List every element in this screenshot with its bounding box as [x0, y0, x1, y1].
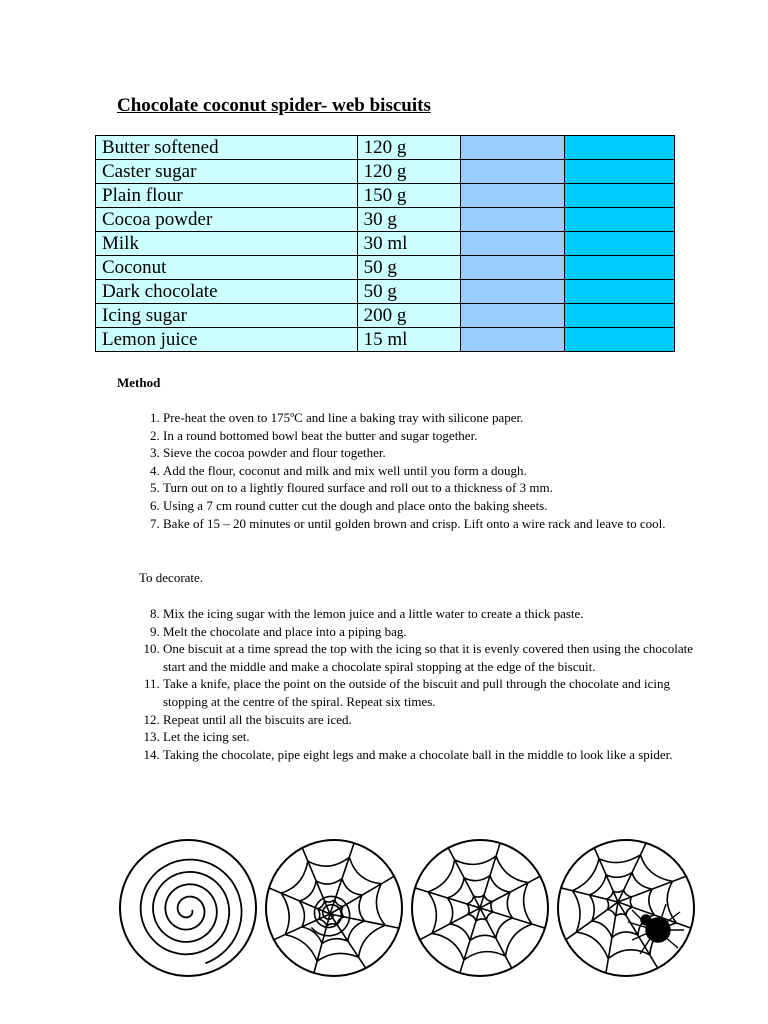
decorate-label: To decorate.: [139, 570, 204, 585]
method-step: 10. One biscuit at a time spread the top with the icing so that it is evenly covered then using the chocolate start and the middle and make a chocolate spiral stopping at the edge of the biscuit.: [163, 640, 703, 675]
empty-cell: [565, 256, 675, 280]
ingredient-quantity: 50 g: [357, 256, 460, 280]
method-step: 13. Let the icing set.: [163, 728, 703, 746]
method-step: 8. Mix the icing sugar with the lemon juice and a little water to create a thick paste.: [163, 605, 703, 623]
empty-cell: [461, 136, 565, 160]
ingredient-quantity: 30 ml: [357, 232, 460, 256]
method-step: 1. Pre-heat the oven to 175ºC and line a baking tray with silicone paper.: [163, 409, 703, 427]
empty-cell: [565, 280, 675, 304]
ingredient-row: [96, 232, 675, 256]
spider-web-with-spider-illustration: [556, 838, 696, 978]
ingredient-name: Lemon juice: [96, 328, 358, 352]
ingredient-name: Icing sugar: [96, 304, 358, 328]
method-step: 9. Melt the chocolate and place into a piping bag.: [163, 623, 703, 641]
method-step: 11. Take a knife, place the point on the outside of the biscuit and pull through the chocolate and icing stopping at the centre of the spiral. Repeat six times.: [163, 675, 703, 710]
spider-web-illustration: [410, 838, 550, 978]
method-step: 6. Using a 7 cm round cutter cut the dough and place onto the baking sheets.: [163, 497, 703, 515]
ingredient-quantity: 150 g: [357, 184, 460, 208]
ingredient-name: Coconut: [96, 256, 358, 280]
ingredient-quantity: 50 g: [357, 280, 460, 304]
empty-cell: [565, 160, 675, 184]
illustrations: [118, 838, 690, 978]
method-heading: Method: [117, 375, 161, 390]
empty-cell: [565, 328, 675, 352]
empty-cell: [565, 232, 675, 256]
ingredient-quantity: 15 ml: [357, 328, 460, 352]
empty-cell: [461, 208, 565, 232]
empty-cell: [461, 232, 565, 256]
method-step: 5. Turn out on to a lightly floured surface and roll out to a thickness of 3 mm.: [163, 479, 703, 497]
method-step: 12. Repeat until all the biscuits are iced.: [163, 711, 703, 729]
empty-cell: [461, 304, 565, 328]
method-step: 4. Add the flour, coconut and milk and mix well until you form a dough.: [163, 462, 703, 480]
ingredient-row: [96, 160, 675, 184]
empty-cell: [565, 208, 675, 232]
method-step: 2. In a round bottomed bowl beat the butter and sugar together.: [163, 427, 703, 445]
empty-cell: [461, 160, 565, 184]
spider-web-partial-illustration: [264, 838, 404, 978]
spiral-biscuit-illustration: [118, 838, 258, 978]
empty-cell: [565, 304, 675, 328]
empty-cell: [461, 184, 565, 208]
ingredient-name: Butter softened: [96, 136, 358, 160]
method-step: 14. Taking the chocolate, pipe eight legs and make a chocolate ball in the middle to look like a spider.: [163, 746, 703, 764]
ingredients-table: [95, 135, 675, 352]
empty-cell: [565, 184, 675, 208]
ingredient-name: Milk: [96, 232, 358, 256]
method-step: 3. Sieve the cocoa powder and flour together.: [163, 444, 703, 462]
method-step: 7. Bake of 15 – 20 minutes or until golden brown and crisp. Lift onto a wire rack and leave to cool.: [163, 515, 703, 533]
empty-cell: [461, 280, 565, 304]
ingredient-quantity: 120 g: [357, 136, 460, 160]
ingredient-row: [96, 136, 675, 160]
ingredient-name: Caster sugar: [96, 160, 358, 184]
ingredient-row: [96, 208, 675, 232]
ingredient-quantity: 120 g: [357, 160, 460, 184]
recipe-title: Chocolate coconut spider- web biscuits: [117, 95, 431, 116]
empty-cell: [461, 328, 565, 352]
empty-cell: [461, 256, 565, 280]
ingredient-name: Dark chocolate: [96, 280, 358, 304]
ingredient-name: Plain flour: [96, 184, 358, 208]
ingredient-quantity: 30 g: [357, 208, 460, 232]
empty-cell: [565, 136, 675, 160]
ingredient-name: Cocoa powder: [96, 208, 358, 232]
ingredient-quantity: 200 g: [357, 304, 460, 328]
ingredient-row: [96, 328, 675, 352]
ingredient-row: [96, 304, 675, 328]
ingredient-row: [96, 256, 675, 280]
ingredient-row: [96, 280, 675, 304]
ingredient-row: [96, 184, 675, 208]
method-steps: [117, 409, 703, 532]
spider-icon: [628, 904, 684, 954]
decorate-steps: [117, 605, 703, 763]
